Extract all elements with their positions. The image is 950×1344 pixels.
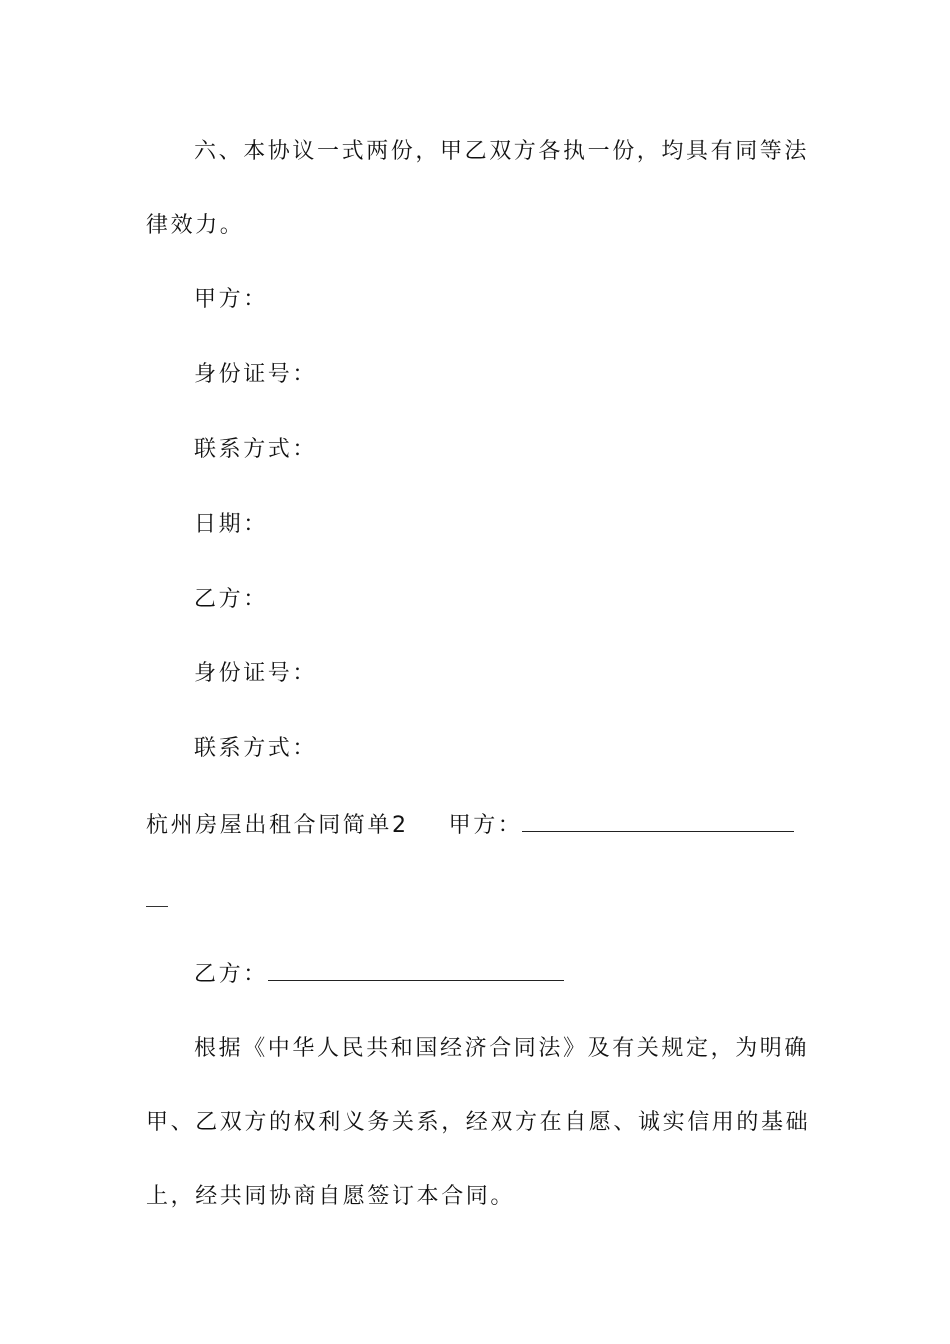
intro-line-3: 上，经共同协商自愿签订本合同。 <box>146 1184 516 1209</box>
contract-2-title-row <box>146 809 794 841</box>
party-b-contact-label: 联系方式： <box>194 736 318 761</box>
party-b-label: 乙方： <box>194 587 268 612</box>
blank-continuation-line <box>146 906 168 907</box>
intro-line-2: 甲、乙双方的权利义务关系，经双方在自愿、诚实信用的基础 <box>146 1110 811 1135</box>
party-a-name-blank <box>522 809 794 832</box>
party-b-name-blank <box>268 958 564 981</box>
contract-2-party-a-label: 甲方： <box>448 813 523 838</box>
contract-2-party-b-label: 乙方： <box>194 962 268 987</box>
intro-line-1: 根据《中华人民共和国经济合同法》及有关规定，为明确 <box>194 1036 810 1061</box>
party-a-label: 甲方： <box>194 287 268 312</box>
party-a-id-label: 身份证号： <box>194 362 318 387</box>
party-a-date-label: 日期： <box>194 512 268 537</box>
contract-2-title: 杭州房屋出租合同简单2 <box>146 813 409 838</box>
party-b-id-label: 身份证号： <box>194 661 318 686</box>
party-a-contact-label: 联系方式： <box>194 437 318 462</box>
clause-6-line-1: 六、本协议一式两份，甲乙双方各执一份，均具有同等法 <box>194 139 810 164</box>
clause-6-line-2: 律效力。 <box>146 213 245 238</box>
contract-2-party-b-row <box>194 958 564 990</box>
